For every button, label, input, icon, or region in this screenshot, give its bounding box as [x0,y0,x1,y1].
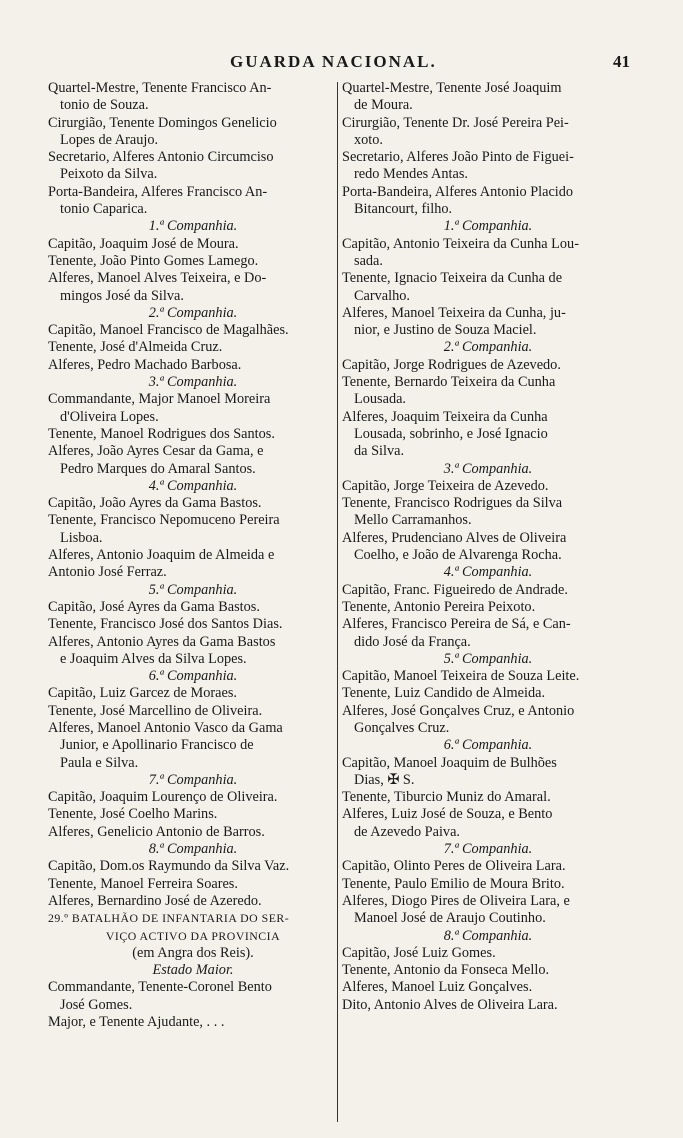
section-heading: 8.ª Companhia. [443,927,533,944]
section-heading: 2.ª Companhia. [148,304,238,321]
section-heading: 7.ª Companhia. [443,841,533,858]
roster-line: Pedro Marques do Amaral Santos. [60,460,256,477]
column-divider [337,82,338,1122]
section-heading: (em Angra dos Reis). [132,944,254,961]
roster-line: Lopes de Araujo. [60,131,159,148]
roster-line: Quartel-Mestre, Tenente José Joaquim [342,80,562,96]
roster-line: tonio de Souza. [60,97,149,114]
roster-line: Porta-Bandeira, Alferes Antonio Placido [342,183,574,200]
roster-line: Lisboa. [60,529,103,546]
roster-line: Alferes, Genelicio Antonio de Barros. [48,823,265,840]
section-heading: Estado Maior. [152,962,234,979]
roster-line: Lousada, sobrinho, e José Ignacio [354,425,548,442]
section-heading: 6.ª Companhia. [443,737,533,754]
roster-line: Cirurgião, Tenente Domingos Genelicio [48,114,277,131]
roster-line: Tenente, Manoel Ferreira Soares. [48,875,238,892]
roster-line: Alferes, Diogo Pires de Oliveira Lara, e [342,892,570,909]
section-heading: 1.ª Companhia. [443,218,533,235]
roster-line: Paula e Silva. [60,754,139,771]
roster-line: Capitão, Manoel Francisco de Magalhães. [48,322,289,339]
section-heading: 6.ª Companhia. [148,668,238,685]
right-column [342,80,634,1014]
roster-line: Tenente, José d'Almeida Cruz. [48,339,223,356]
roster-line: José Gomes. [60,996,133,1013]
roster-line: Alferes, Manoel Luiz Gonçalves. [342,979,533,996]
roster-line: Manoel José de Araujo Coutinho. [354,910,546,927]
section-heading: 4.ª Companhia. [443,564,533,581]
roster-line: Capitão, João Ayres da Gama Bastos. [48,495,262,512]
section-heading: 7.ª Companhia. [148,771,238,788]
section-heading: 2.ª Companhia. [443,339,533,356]
roster-line: tonio Caparica. [60,201,148,218]
roster-line: Porta-Bandeira, Alferes Francisco An- [48,183,268,200]
section-heading: 3.ª Companhia. [443,460,533,477]
roster-line: Capitão, Antonio Teixeira da Cunha Lou- [342,235,579,252]
running-title: GUARDA NACIONAL. [230,52,437,71]
roster-line: Quartel-Mestre, Tenente Francisco An- [48,80,272,96]
roster-line: Tenente, Antonio da Fonseca Mello. [342,962,550,979]
section-heading: 5.ª Companhia. [148,581,238,598]
roster-line: Alferes, Manoel Antonio Vasco da Gama [48,719,283,736]
roster-line: Tenente, Paulo Emilio de Moura Brito. [342,875,565,892]
roster-line: Tenente, Tiburcio Muniz do Amaral. [342,789,551,806]
roster-line: Tenente, Francisco Rodrigues da Silva [342,495,563,512]
roster-line: Alferes, Antonio Joaquim de Almeida e [48,547,275,564]
roster-line: Capitão, Dom.os Raymundo da Silva Vaz. [48,858,290,875]
section-heading: 3.ª Companhia. [148,374,238,391]
roster-line: Cirurgião, Tenente Dr. José Pereira Pei- [342,114,569,131]
roster-line: Tenente, Francisco Nepomuceno Pereira [48,512,280,529]
roster-line: Tenente, Ignacio Teixeira da Cunha de [342,270,563,287]
roster-line: Alferes, Manoel Alves Teixeira, e Do- [48,270,267,287]
roster-line: Alferes, Francisco Pereira de Sá, e Can- [342,616,571,633]
roster-line: Tenente, João Pinto Gomes Lamego. [48,252,259,269]
page-header [50,52,630,78]
roster-line: Peixoto da Silva. [60,166,158,183]
roster-line: dido José da França. [354,633,471,650]
left-column [48,80,338,1031]
roster-line: Dito, Antonio Alves de Oliveira Lara. [342,996,558,1013]
roster-line: Secretario, Alferes João Pinto de Figuei- [342,149,574,166]
roster-line: Alferes, Pedro Machado Barbosa. [48,356,242,373]
roster-line: Alferes, José Gonçalves Cruz, e Antonio [342,702,575,719]
roster-line: Tenente, Bernardo Teixeira da Cunha [342,374,556,391]
roster-line: Mello Carramanhos. [354,512,472,529]
roster-line: Antonio José Ferraz. [48,564,167,581]
roster-line: Capitão, Joaquim José de Moura. [48,235,239,252]
roster-line: 29.º BATALHÃO DE INFANTARIA DO SER- [48,911,290,926]
roster-line: nior, e Justino de Souza Maciel. [354,322,537,339]
roster-line: d'Oliveira Lopes. [60,408,159,425]
roster-line: de Azevedo Paiva. [354,823,460,840]
roster-line: da Silva. [354,443,405,460]
roster-line: Capitão, Jorge Teixeira de Azevedo. [342,477,549,494]
roster-line: Capitão, Franc. Figueiredo de Andrade. [342,581,568,598]
roster-line: Gonçalves Cruz. [354,719,450,736]
roster-line: Capitão, José Luiz Gomes. [342,944,496,961]
roster-line: Alferes, João Ayres Cesar da Gama, e [48,443,264,460]
roster-line: Tenente, José Marcellino de Oliveira. [48,702,263,719]
roster-line: de Moura. [354,97,413,114]
roster-line: Alferes, Prudenciano Alves de Oliveira [342,529,567,546]
page-number: 41 [613,52,630,71]
roster-line: Alferes, Bernardino José de Azeredo. [48,892,262,909]
section-heading: 1.ª Companhia. [148,218,238,235]
roster-line: Capitão, Jorge Rodrigues de Azevedo. [342,356,561,373]
roster-line: Capitão, Olinto Peres de Oliveira Lara. [342,858,566,875]
roster-line: Commandante, Tenente-Coronel Bento [48,979,272,996]
roster-line: Tenente, Luiz Candido de Almeida. [342,685,546,702]
roster-line: Capitão, José Ayres da Gama Bastos. [48,598,260,615]
roster-line: xoto. [354,131,383,148]
roster-line: Bitancourt, filho. [354,201,453,218]
roster-line: Capitão, Luiz Garcez de Moraes. [48,685,237,702]
roster-line: Junior, e Apollinario Francisco de [60,737,254,754]
roster-line: Capitão, Joaquim Lourenço de Oliveira. [48,789,278,806]
roster-line: Carvalho. [354,287,410,304]
roster-line: Tenente, Antonio Pereira Peixoto. [342,598,536,615]
roster-line: Capitão, Manoel Joaquim de Bulhões [342,754,557,771]
roster-line: Coelho, e João de Alvarenga Rocha. [354,547,562,564]
roster-line: Commandante, Major Manoel Moreira [48,391,271,408]
roster-line: Secretario, Alferes Antonio Circumciso [48,149,274,166]
roster-line: Alferes, Joaquim Teixeira da Cunha [342,408,548,425]
roster-line: Major, e Tenente Ajudante, . . . [48,1014,225,1031]
roster-line: Tenente, Manoel Rodrigues dos Santos. [48,425,275,442]
roster-line: Alferes, Luiz José de Souza, e Bento [342,806,553,823]
roster-line: Capitão, Manoel Teixeira de Souza Leite. [342,668,580,685]
section-heading: 4.ª Companhia. [148,477,238,494]
roster-line: Alferes, Antonio Ayres da Gama Bastos [48,633,276,650]
section-heading: VIÇO ACTIVO DA PROVINCIA [105,928,281,943]
roster-line: mingos José da Silva. [60,287,184,304]
roster-line: Alferes, Manoel Teixeira da Cunha, ju- [342,304,566,321]
roster-line: e Joaquim Alves da Silva Lopes. [60,650,247,667]
roster-line: redo Mendes Antas. [354,166,468,183]
roster-line: Tenente, José Coelho Marins. [48,806,218,823]
section-heading: 8.ª Companhia. [148,841,238,858]
roster-line: Tenente, Francisco José dos Santos Dias. [48,616,283,633]
roster-line: sada. [354,252,383,269]
roster-line: Lousada. [354,391,407,408]
roster-line: Dias, ✠ S. [354,771,415,788]
section-heading: 5.ª Companhia. [443,650,533,667]
